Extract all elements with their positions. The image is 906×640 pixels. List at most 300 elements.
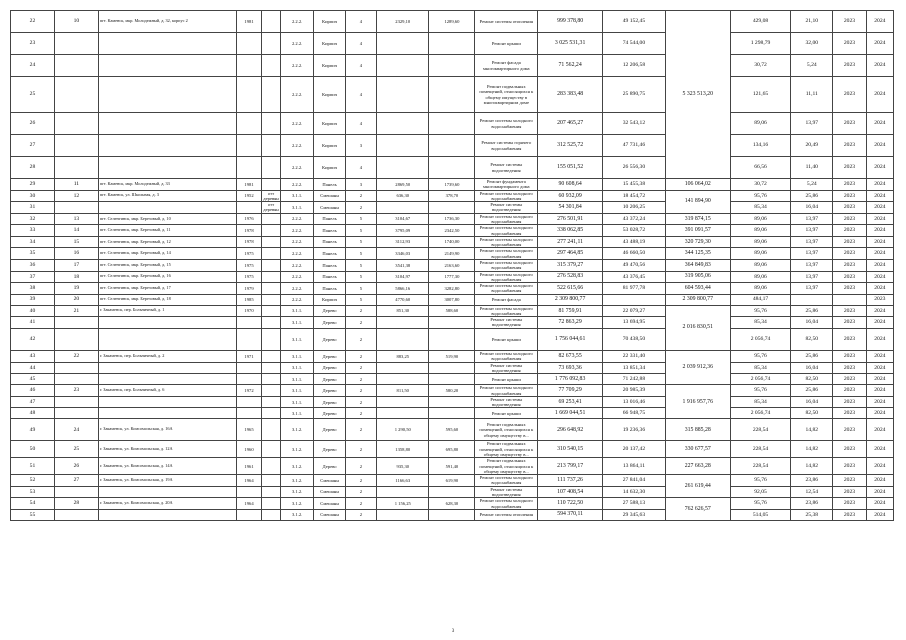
cell-y1: 2023 [833, 317, 866, 329]
cell-y2: 2024 [866, 77, 893, 113]
cell-k: 3.1.1. [280, 408, 313, 419]
cell-c5 [262, 509, 281, 520]
cell-c5 [262, 396, 281, 408]
cell-b: 628,30 [429, 498, 475, 510]
cell-addr: пгт. Селенгинск, мкр. Березовый, д. 16 [98, 271, 236, 283]
cell-g: 13,97 [791, 248, 833, 260]
cell-addr [98, 317, 236, 329]
cell-cost: 296 648,92 [538, 419, 603, 441]
cell-addr: г. Закаменск, ул. Комсомольская, д. 14А [98, 458, 236, 475]
cell-y: 1975 [236, 248, 261, 260]
cell-y2: 2024 [866, 55, 893, 77]
cell-n: 44 [11, 362, 55, 374]
cell-addr [98, 33, 236, 55]
cell-i: 16 [54, 248, 98, 260]
cell-work: Ремонт крыши [475, 408, 538, 419]
cell-c5 [262, 33, 281, 55]
cell-y2: 2024 [866, 408, 893, 419]
cell-n: 25 [11, 77, 55, 113]
cell-p: 43 376,45 [603, 271, 666, 283]
cell-k: 2.2.2. [280, 225, 313, 237]
cell-addr: пгт. Селенгинск, мкр. Березовый, д. 14 [98, 248, 236, 260]
cell-y2: 2024 [866, 350, 893, 362]
cell-tot: 5 323 513,20 [665, 11, 730, 179]
cell-k: 2.2.2. [280, 113, 313, 135]
cell-work: Ремонт подвальных помещений, относящихся к общему имуществу в... [475, 419, 538, 441]
cell-n: 53 [11, 486, 55, 498]
cell-a [377, 33, 429, 55]
cell-y2: 2024 [866, 498, 893, 510]
cell-n: 48 [11, 408, 55, 419]
cell-work: Ремонт системы холодного водоснабжения [475, 271, 538, 283]
cell-k: 2.2.2. [280, 179, 313, 191]
cell-w: Кирпич [314, 33, 345, 55]
cell-e: 121,65 [730, 77, 791, 113]
cell-k: 3.1.1. [280, 317, 313, 329]
cell-c5 [262, 305, 281, 317]
cell-p: 43 488,19 [603, 236, 666, 248]
cell-k: 3.1.1. [280, 350, 313, 362]
cell-y2: 2024 [866, 33, 893, 55]
cell-e: 228,54 [730, 458, 791, 475]
cell-e: 2 056,74 [730, 328, 791, 350]
cell-addr [98, 157, 236, 179]
cell-b: 595,60 [429, 419, 475, 441]
cell-i: 15 [54, 236, 98, 248]
cell-n: 24 [11, 55, 55, 77]
cell-e: 134,16 [730, 135, 791, 157]
cell-e: 95,76 [730, 385, 791, 397]
cell-tot: 319 874,15 [665, 213, 730, 225]
cell-y1: 2023 [833, 305, 866, 317]
cell-f: 2 [345, 441, 376, 458]
cell-e: 89,06 [730, 248, 791, 260]
cell-f: 2 [345, 396, 376, 408]
cell-addr [98, 202, 236, 214]
cell-k: 3.1.1. [280, 362, 313, 374]
cell-g: 16,04 [791, 202, 833, 214]
cell-i: 21 [54, 305, 98, 317]
cell-y: 1961 [236, 458, 261, 475]
cell-p: 71 242,88 [603, 374, 666, 385]
cell-g: 25,38 [791, 509, 833, 520]
cell-c5 [262, 225, 281, 237]
cell-b [429, 374, 475, 385]
cell-y2: 2024 [866, 362, 893, 374]
cell-i: 14 [54, 225, 98, 237]
cell-p: 53 028,72 [603, 225, 666, 237]
cell-n: 46 [11, 385, 55, 397]
cell-work: Ремонт системы водоотведения [475, 317, 538, 329]
cell-f: 2 [345, 317, 376, 329]
cell-e: 95,76 [730, 190, 791, 202]
cell-b: 2163,60 [429, 259, 475, 271]
cell-b: 2342,50 [429, 225, 475, 237]
cell-f: 2 [345, 190, 376, 202]
cell-y1: 2023 [833, 498, 866, 510]
table-row [11, 441, 894, 458]
cell-i: 23 [54, 385, 98, 397]
cell-n: 51 [11, 458, 55, 475]
cell-n: 37 [11, 271, 55, 283]
cell-c5 [262, 113, 281, 135]
cell-e: 514,05 [730, 509, 791, 520]
cell-k: 2.2.2. [280, 294, 313, 305]
cell-w: Кирпич [314, 11, 345, 33]
cell-b: 588,60 [429, 305, 475, 317]
cell-a: 811,50 [377, 385, 429, 397]
cell-e: 92,05 [730, 486, 791, 498]
cell-tot: 2 016 830,51 [665, 305, 730, 350]
cell-k: 3.1.1. [280, 374, 313, 385]
cell-p: 26 556,30 [603, 157, 666, 179]
cell-a: 1 156,25 [377, 498, 429, 510]
cell-y1: 2023 [833, 213, 866, 225]
cell-n: 26 [11, 113, 55, 135]
cell-g: 13,97 [791, 225, 833, 237]
cell-i: 13 [54, 213, 98, 225]
cell-e: 85,34 [730, 362, 791, 374]
cell-a: 3541,38 [377, 259, 429, 271]
cell-addr [98, 396, 236, 408]
cell-work: Ремонт фасада [475, 294, 538, 305]
cell-tot: 106 064,02 [665, 179, 730, 191]
cell-addr: г. Закаменск, пер. Больничный, д. 6 [98, 385, 236, 397]
cell-y: 1979 [236, 283, 261, 295]
cell-b: 580,20 [429, 385, 475, 397]
cell-b: 3282,80 [429, 283, 475, 295]
cell-y: 1972 [236, 385, 261, 397]
cell-c5 [262, 283, 281, 295]
cell-cost: 1 756 044,61 [538, 328, 603, 350]
cell-e: 89,06 [730, 259, 791, 271]
cell-y1: 2023 [833, 271, 866, 283]
cell-e: 95,76 [730, 305, 791, 317]
cell-work: Ремонт системы холодного водоснабжения [475, 225, 538, 237]
cell-a: 883,25 [377, 350, 429, 362]
cell-n: 22 [11, 11, 55, 33]
cell-addr: г. Закаменск, пер. Больничный, д. 1 [98, 305, 236, 317]
cell-y1: 2023 [833, 225, 866, 237]
cell-b [429, 328, 475, 350]
cell-y: 1971 [236, 350, 261, 362]
cell-c5: отт деревян [263, 190, 279, 201]
cell-addr [98, 113, 236, 135]
cell-y [236, 408, 261, 419]
table-row [11, 509, 894, 520]
cell-p: 27 588,13 [603, 498, 666, 510]
cell-p: 18 454,72 [603, 190, 666, 202]
cell-i: 20 [54, 294, 98, 305]
cell-k: 3.1.1. [280, 328, 313, 350]
cell-i: 27 [54, 475, 98, 487]
cell-c5 [262, 135, 281, 157]
table-row [11, 236, 894, 248]
cell-w: Смешанн [314, 509, 345, 520]
cell-y: 1964 [236, 475, 261, 487]
cell-k: 2.2.2. [280, 157, 313, 179]
cell-g: 16,04 [791, 396, 833, 408]
cell-g: 16,04 [791, 317, 833, 329]
cell-a: 851,30 [377, 305, 429, 317]
cell-b: 695,80 [429, 441, 475, 458]
cell-f: 3 [345, 179, 376, 191]
cell-y1: 2023 [833, 419, 866, 441]
cell-n: 34 [11, 236, 55, 248]
cell-k: 2.2.2. [280, 77, 313, 113]
cell-p: 74 544,00 [603, 33, 666, 55]
cell-y2: 2024 [866, 328, 893, 350]
cell-i: 17 [54, 259, 98, 271]
cell-y [236, 135, 261, 157]
cell-k: 2.2.2. [280, 248, 313, 260]
cell-y2: 2024 [866, 458, 893, 475]
cell-y1: 2023 [833, 259, 866, 271]
cell-c5 [262, 271, 281, 283]
cell-e: 2 056,74 [730, 408, 791, 419]
cell-cost: 110 722,50 [538, 498, 603, 510]
cell-cost: 71 562,24 [538, 55, 603, 77]
cell-e: 95,76 [730, 350, 791, 362]
cell-f: 4 [345, 11, 376, 33]
cell-c5 [262, 374, 281, 385]
cell-work: Ремонт системы холодного водоснабжения [475, 259, 538, 271]
cell-k: 3.1.1. [280, 190, 313, 202]
cell-k: 2.2.2. [280, 55, 313, 77]
cell-b [429, 55, 475, 77]
cell-k: 2.2.2. [280, 259, 313, 271]
cell-y1: 2023 [833, 55, 866, 77]
cell-a [377, 113, 429, 135]
cell-y [236, 33, 261, 55]
cell-f: 2 [345, 458, 376, 475]
cell-cost: 594 370,11 [538, 509, 603, 520]
cell-g: 13,97 [791, 283, 833, 295]
cell-y2: 2024 [866, 509, 893, 520]
table-row [11, 202, 894, 214]
cell-y: 1960 [236, 441, 261, 458]
cell-y: 1975 [236, 271, 261, 283]
cell-p: 13 864,11 [603, 458, 666, 475]
cell-n: 29 [11, 179, 55, 191]
cell-g: 11,40 [791, 157, 833, 179]
cell-e: 85,34 [730, 317, 791, 329]
cell-f: 4 [345, 55, 376, 77]
page-number: 3 [451, 629, 455, 634]
cell-g: 13,97 [791, 236, 833, 248]
cell-y [236, 362, 261, 374]
cell-i [54, 113, 98, 135]
cell-p: 13 016,46 [603, 396, 666, 408]
cell-i: 26 [54, 458, 98, 475]
cell-b [429, 202, 475, 214]
cell-c5 [262, 328, 281, 350]
cell-cost: 277 241,11 [538, 236, 603, 248]
cell-f: 2 [345, 374, 376, 385]
cell-n: 36 [11, 259, 55, 271]
cell-w: Дерево [314, 317, 345, 329]
cell-i [54, 33, 98, 55]
cell-a: 1 290,50 [377, 419, 429, 441]
cell-cost: 3 025 531,31 [538, 33, 603, 55]
cell-a: 3795,09 [377, 225, 429, 237]
table-row [11, 225, 894, 237]
cell-work: Ремонт системы горячего водоснабжения [475, 135, 538, 157]
cell-c5 [262, 475, 281, 487]
cell-y2: 2024 [866, 190, 893, 202]
cell-p: 13 851,34 [603, 362, 666, 374]
table-row [11, 374, 894, 385]
cell-c5 [262, 236, 281, 248]
table-row [11, 317, 894, 329]
cell-a: 2329,10 [377, 11, 429, 33]
cell-a [377, 202, 429, 214]
cell-c5 [262, 179, 281, 191]
table-row [11, 113, 894, 135]
cell-y2: 2024 [866, 396, 893, 408]
cell-b [429, 396, 475, 408]
cell-y [236, 486, 261, 498]
cell-addr: пгт. Селенгинск, мкр. Березовый, д. 11 [98, 225, 236, 237]
cell-work: Ремонт системы холодного водоснабжения [475, 113, 538, 135]
cell-tot: 319 905,06 [665, 271, 730, 283]
cell-i [54, 509, 98, 520]
cell-b [429, 408, 475, 419]
cell-b [429, 486, 475, 498]
cell-work: Ремонт системы водоотведения [475, 157, 538, 179]
cell-c5 [262, 350, 281, 362]
cell-b [429, 509, 475, 520]
cell-cost: 315 379,27 [538, 259, 603, 271]
cell-b [429, 317, 475, 329]
cell-addr: пгт. Селенгинск, мкр. Березовый, д. 12 [98, 236, 236, 248]
cell-cost: 54 301,84 [538, 202, 603, 214]
cell-e: 1 298,79 [730, 33, 791, 55]
cell-g: 23,86 [791, 498, 833, 510]
cell-k: 3.1.2. [280, 509, 313, 520]
cell-n: 40 [11, 305, 55, 317]
cell-a [377, 509, 429, 520]
table-row [11, 77, 894, 113]
cell-cost: 1 669 044,51 [538, 408, 603, 419]
cell-p: 29 345,63 [603, 509, 666, 520]
cell-g: 14,82 [791, 419, 833, 441]
cell-g: 14,82 [791, 441, 833, 458]
table-row [11, 350, 894, 362]
cell-p: 22 079,27 [603, 305, 666, 317]
cell-b: 1289,60 [429, 11, 475, 33]
cell-addr: г. Закаменск, ул. Комсомольская, д. 19А [98, 475, 236, 487]
cell-cost: 999 378,80 [538, 11, 603, 33]
cell-c5 [262, 385, 281, 397]
cell-y: 1981 [236, 11, 261, 33]
cell-i: 10 [54, 11, 98, 33]
cell-y1: 2023 [833, 374, 866, 385]
cell-k: 3.1.2. [280, 475, 313, 487]
cell-e: 429,08 [730, 11, 791, 33]
cell-a [377, 317, 429, 329]
cell-y [236, 509, 261, 520]
cell-w: Дерево [314, 350, 345, 362]
cell-e: 66,56 [730, 157, 791, 179]
cell-n: 41 [11, 317, 55, 329]
table-row [11, 55, 894, 77]
cell-a: 3104,67 [377, 213, 429, 225]
cell-cost: 107 408,54 [538, 486, 603, 498]
cell-w: Дерево [314, 441, 345, 458]
cell-cost: 276 528,83 [538, 271, 603, 283]
cell-y1: 2023 [833, 33, 866, 55]
cell-w: Кирпич [314, 55, 345, 77]
cell-work: Ремонт системы отопления [475, 11, 538, 33]
cell-c5 [262, 11, 281, 33]
cell-cost: 81 759,91 [538, 305, 603, 317]
cell-n: 42 [11, 328, 55, 350]
cell-g: 5,24 [791, 55, 833, 77]
cell-w: Кирпич [314, 294, 345, 305]
cell-y1: 2023 [833, 362, 866, 374]
cell-e: 30,72 [730, 179, 791, 191]
cell-y2: 2024 [866, 157, 893, 179]
cell-c5 [262, 259, 281, 271]
cell-e: 89,06 [730, 271, 791, 283]
cell-y1: 2023 [833, 350, 866, 362]
cell-n: 31 [11, 202, 55, 214]
cell-a [377, 408, 429, 419]
cell-tot: 604 593,44 [665, 283, 730, 295]
cell-w: Панель [314, 213, 345, 225]
cell-p: 14 632,30 [603, 486, 666, 498]
cell-e: 95,76 [730, 475, 791, 487]
cell-work: Ремонт системы холодного водоснабжения [475, 213, 538, 225]
table-row [11, 486, 894, 498]
cell-work: Ремонт подвальных помещений, относящихся к общему имуществу в... [475, 441, 538, 458]
cell-cost: 338 062,85 [538, 225, 603, 237]
cell-a: 3112,93 [377, 236, 429, 248]
cell-f: 5 [345, 248, 376, 260]
cell-addr: г. Закаменск, ул. Комсомольская, д. 12А [98, 441, 236, 458]
cell-p: 70 438,50 [603, 328, 666, 350]
cell-n: 52 [11, 475, 55, 487]
cell-b [429, 157, 475, 179]
cell-i [54, 486, 98, 498]
cell-work: Ремонт системы холодного водоснабжения [475, 248, 538, 260]
cell-f: 2 [345, 486, 376, 498]
cell-addr [98, 486, 236, 498]
cell-k: 3.1.1. [280, 305, 313, 317]
cell-y [236, 113, 261, 135]
cell-cost: 69 253,41 [538, 396, 603, 408]
cell-w: Дерево [314, 408, 345, 419]
cell-y1: 2023 [833, 11, 866, 33]
cell-p: 15 455,38 [603, 179, 666, 191]
cell-f: 2 [345, 350, 376, 362]
cell-y [236, 55, 261, 77]
cell-p [603, 294, 666, 305]
cell-e: 2 056,74 [730, 374, 791, 385]
table-row [11, 135, 894, 157]
cell-a: 1358,80 [377, 441, 429, 458]
cell-e: 85,34 [730, 396, 791, 408]
cell-y1: 2023 [833, 179, 866, 191]
cell-f: 2 [345, 362, 376, 374]
cell-addr: г. Закаменск, ул. Комсомольская, д. 16А [98, 419, 236, 441]
cell-g: 82,50 [791, 328, 833, 350]
cell-y2: 2024 [866, 385, 893, 397]
cell-i [54, 202, 98, 214]
cell-a [377, 396, 429, 408]
cell-p: 81 977,78 [603, 283, 666, 295]
